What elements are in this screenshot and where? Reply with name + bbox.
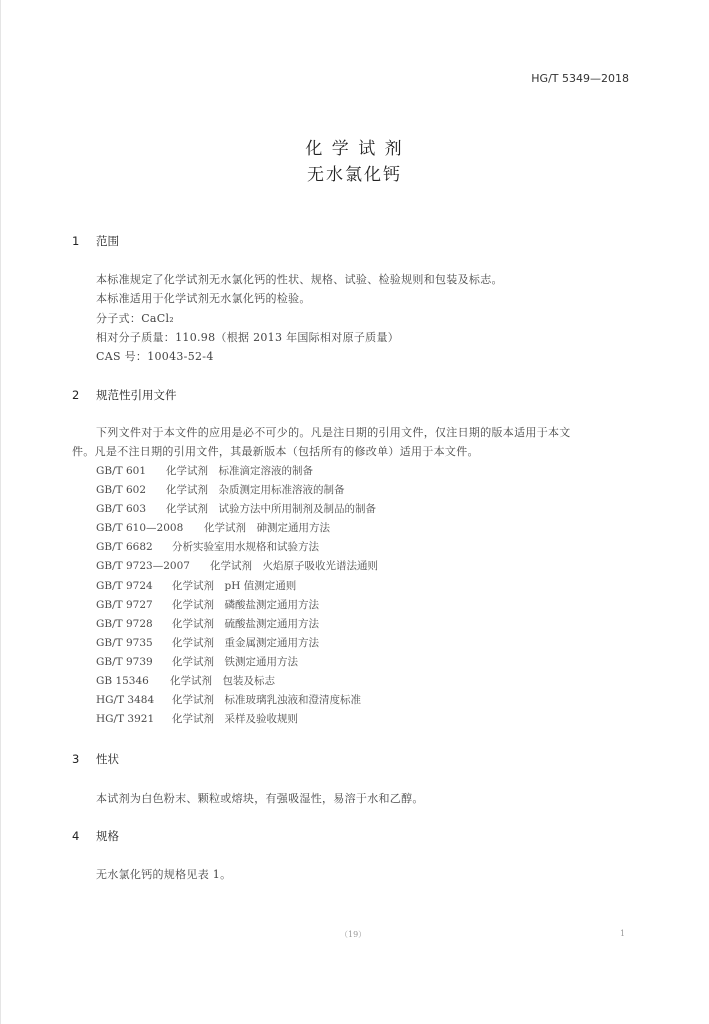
reference-item [96,539,319,554]
reference-item [96,654,298,669]
reference-code: HG/T 3921 [96,713,155,725]
section-number: 2 [72,388,80,402]
title-line-1: 化 学 试 剂 [305,139,404,159]
formula-line: 分子式：CaCl₂ [96,312,175,325]
reference-title: 化学试剂 砷测定通用方法 [204,522,330,534]
reference-code: HG/T 3484 [96,694,155,706]
reference-code: GB/T 9735 [96,637,153,649]
reference-item [96,520,330,535]
reference-title: 化学试剂 铁测定通用方法 [172,656,298,668]
reference-title: 化学试剂 pH 值测定通则 [172,580,297,592]
reference-title: 化学试剂 火焰原子吸收光谱法通则 [210,560,378,572]
reference-code: GB/T 6682 [96,541,153,553]
section-number: 4 [72,829,80,843]
reference-title: 化学试剂 标准滴定溶液的制备 [166,465,313,477]
reference-title: 化学试剂 磷酸盐测定通用方法 [172,599,319,611]
section-number: 3 [72,752,80,766]
reference-title: 化学试剂 杂质测定用标准溶液的制备 [166,484,345,496]
section-number: 1 [72,234,80,248]
reference-title: 化学试剂 包装及标志 [170,675,275,687]
reference-item [96,711,298,726]
reference-title: 化学试剂 标准玻璃乳浊液和澄清度标准 [172,694,361,706]
paragraph: 件。凡是不注日期的引用文件，其最新版本（包括所有的修改单）适用于本文件。 [72,445,479,458]
section-1-heading [72,233,119,249]
section-title: 规格 [96,829,119,843]
reference-item [96,673,275,688]
reference-code: GB/T 610—2008 [96,522,184,534]
reference-item [96,616,319,631]
reference-item [96,692,361,707]
reference-item [96,463,313,478]
section-title: 性状 [96,752,119,766]
reference-title: 分析实验室用水规格和试验方法 [172,541,319,553]
reference-code: GB/T 9724 [96,580,153,592]
section-3-heading [72,751,119,767]
molecular-mass-line: 相对分子质量：110.98（根据 2013 年国际相对原子质量） [96,331,400,344]
page-label: （19） [340,930,367,939]
reference-code: GB 15346 [96,675,149,687]
paragraph: 本标准规定了化学试剂无水氯化钙的性状、规格、试验、检验规则和包装及标志。 [96,273,503,286]
paragraph: 无水氯化钙的规格见表 1。 [96,868,232,881]
reference-item [96,501,376,516]
reference-item [96,635,319,650]
reference-code: GB/T 9723—2007 [96,560,190,572]
section-title: 规范性引用文件 [96,388,177,402]
page-number: 1 [620,929,626,938]
reference-code: GB/T 9739 [96,656,153,668]
reference-code: GB/T 603 [96,503,147,515]
paragraph: 本试剂为白色粉末、颗粒或熔块，有强吸湿性，易溶于水和乙醇。 [96,792,424,805]
reference-code: GB/T 9727 [96,599,153,611]
reference-item [96,597,319,612]
paragraph: 本标准适用于化学试剂无水氯化钙的检验。 [96,292,311,305]
reference-item [96,482,345,497]
reference-title: 化学试剂 试验方法中所用制剂及制品的制备 [166,503,376,515]
reference-item [96,558,378,573]
section-title: 范围 [96,234,119,248]
reference-code: GB/T 9728 [96,618,153,630]
cas-line: CAS 号：10043-52-4 [96,350,214,363]
reference-title: 化学试剂 采样及验收规则 [172,713,298,725]
section-4-heading [72,828,119,844]
reference-code: GB/T 602 [96,484,147,496]
standard-number: HG/T 5349—2018 [531,72,629,85]
reference-title: 化学试剂 重金属测定通用方法 [172,637,319,649]
title-line-2: 无水氯化钙 [307,165,402,185]
reference-item [96,578,296,593]
reference-code: GB/T 601 [96,465,147,477]
reference-title: 化学试剂 硫酸盐测定通用方法 [172,618,319,630]
paragraph: 下列文件对于本文件的应用是必不可少的。凡是注日期的引用文件，仅注日期的版本适用于本文 [96,426,571,439]
section-2-heading [72,387,177,403]
